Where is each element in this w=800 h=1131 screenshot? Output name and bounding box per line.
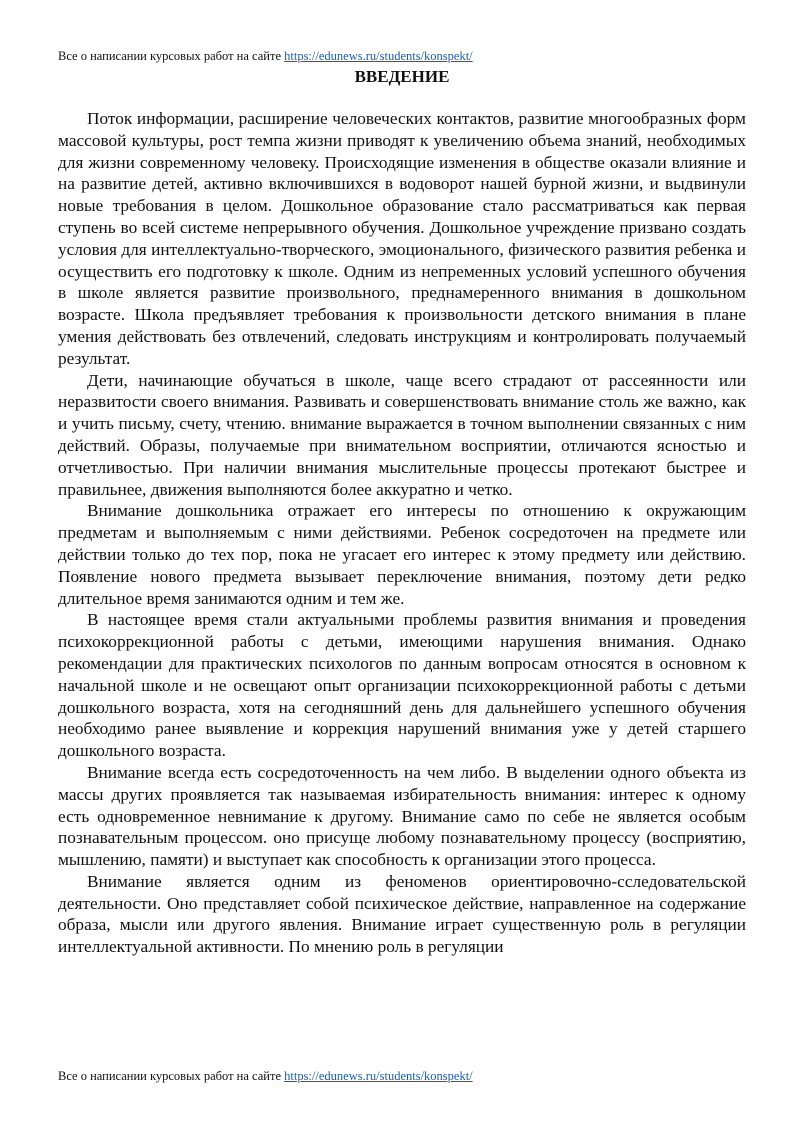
footer-note-text: Все о написании курсовых работ на сайте: [58, 1069, 281, 1083]
paragraph-3: Внимание дошкольника отражает его интересы по отношению к окружающим предметам и выполняемым с ними действиями. Ребенок сосредоточен на предмете или действии только до тех пор, пока не угасает его интерес к этому предмету или действию. Появление нового предмета вызывает переключение внимания, поэтому дети редко длительное время занимаются одним и тем же.: [58, 501, 746, 608]
page-footer-note: [58, 1068, 473, 1084]
header-note-text: Все о написании курсовых работ на сайте: [58, 49, 281, 63]
header-site-link[interactable]: https://edunews.ru/students/konspekt/: [284, 49, 473, 63]
document-body: [58, 108, 746, 958]
document-title: ВВЕДЕНИЕ: [354, 67, 450, 86]
paragraph-2: Дети, начинающие обучаться в школе, чаще всего страдают от рассеянности или неразвитости своего внимания. Развивать и совершенствовать внимание столь же важно, как и учить письму, счету, чтению. внимание выражается в точном выполнении связанных с ним действий. Образы, получаемые при внимательном восприятии, отличаются ясностью и отчетливостью. При наличии внимания мыслительные процессы протекают быстрее и правильнее, движения выполняются более аккуратно и четко.: [58, 370, 746, 499]
paragraph-4: В настоящее время стали актуальными проблемы развития внимания и проведения психокоррекционной работы с детьми, имеющими нарушения внимания. Однако рекомендации для практических психологов по данным вопросам относятся в основном к начальной школе и не освещают опыт организации психокоррекционной работы с детьми дошкольного возраста, хотя на сегодняшний день для дальнейшего успешного обучения необходимо ранее выявление и коррекция нарушений внимания уже у детей старшего дошкольного возраста.: [58, 610, 746, 761]
paragraph-5: Внимание всегда есть сосредоточенность на чем либо. В выделении одного объекта из массы других проявляется так называемая избирательность внимания: интерес к одному есть одновременное невнимание к другому. Внимание само по себе не является особым познавательным процессом. оно присуще любому познавательному процессу (восприятию, мышлению, памяти) и выступает как способность к организации этого процесса.: [58, 762, 746, 870]
footer-site-link[interactable]: https://edunews.ru/students/konspekt/: [284, 1069, 473, 1083]
paragraph-6: Внимание является одним из феноменов ориентировочно-сследовательской деятельности. Оно представляет собой психическое действие, направленное на содержание образа, мысли или другого явления. Внимание играет существенную роль в регуляции интеллектуальной активности. По мнению роль в регуляции: [58, 871, 746, 957]
page-header-note: [58, 48, 473, 64]
paragraph-1: Поток информации, расширение человеческих контактов, развитие многообразных форм массовой культуры, рост темпа жизни приводят к увеличению объема знаний, необходимых для жизни современному человеку. Происходящие изменения в обществе оказали влияние и на развитие детей, активно включившихся в водоворот нашей бурной жизни, и выдвинули новые требования в целом. Дошкольное образование стало рассматриваться как первая ступень во всей системе непрерывного обучения. Дошкольное учреждение призвано создать условия для интеллектуально-творческого, эмоционального, физического развития ребенка и осуществить его подготовку к школе. Одним из непременных условий успешного обучения в школе является развитие произвольного, преднамеренного внимания в дошкольном возрасте. Школа предъявляет требования к произвольности детского внимания в плане умения действовать без отвлечений, следовать инструкциям и контролировать получаемый результат.: [58, 109, 746, 368]
